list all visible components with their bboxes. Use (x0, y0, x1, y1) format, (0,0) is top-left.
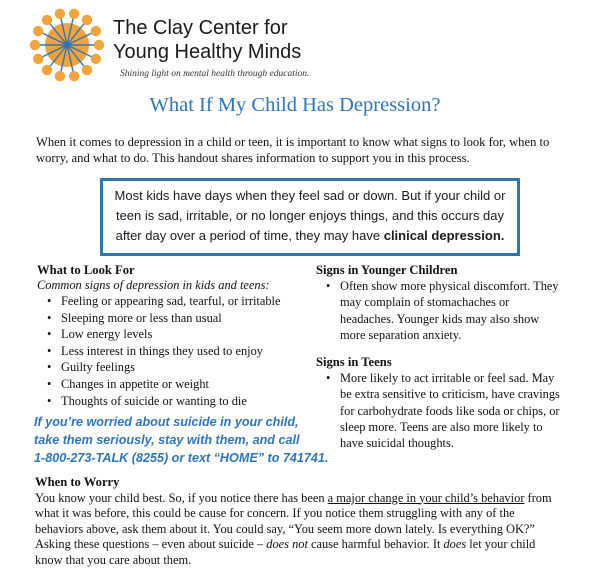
page-title: What If My Child Has Depression? (149, 94, 441, 116)
teens-heading: Signs in Teens (316, 355, 392, 370)
worry-text-1: You know your child best. So, if you notice there has been (35, 490, 328, 505)
when-to-worry-heading: When to Worry (35, 475, 120, 489)
intro-paragraph: When it comes to depression in a child or teen, it is important to know what signs to look for, when to worry, and what to do. This handout shares information to support you in this process. (36, 135, 550, 165)
hotline-line1: If you’re worried about suicide in your child, (34, 415, 299, 429)
worry-text-4: let your child know that you care about them. (35, 537, 536, 567)
callout-emphasis: clinical depression. (383, 228, 505, 243)
list-item: • Thoughts of suicide or wanting to die (37, 393, 297, 410)
younger-children-heading: Signs in Younger Children (316, 263, 458, 277)
signs-list (37, 293, 297, 409)
worry-italic-2: does (443, 537, 467, 552)
when-to-worry-paragraph (35, 491, 565, 569)
list-item: • Changes in appetite or weight (37, 376, 297, 393)
worry-text-3: cause harmful behavior. It (307, 537, 444, 552)
signs-by-age-section (316, 263, 566, 452)
list-item: • Low energy levels (37, 326, 297, 343)
worry-underlined: a major change in your child’s behavior (327, 490, 525, 505)
hotline-line2: take them seriously, stay with them, and call (34, 433, 300, 447)
callout-text: Most kids have days when they feel sad or down. But if your child or teen is sad, irritable, or no longer enjoys things, and this occurs day after day over a period of time, they may have (114, 188, 506, 243)
what-to-look-for-subheading: Common signs of depression in kids and teens: (37, 278, 270, 292)
list-item: • More likely to act irritable or feel sad. May be extra sensitive to criticism, have cravings for carbohydrate foods like soda or chips, or sleep more. Teens are also more likely to have suicidal thoughts. (316, 370, 566, 451)
list-item: • Sleeping more or less than usual (37, 310, 297, 327)
clinical-depression-callout (100, 178, 520, 256)
what-to-look-for-heading: What to Look For (37, 263, 135, 277)
worry-italic-1: does not (266, 537, 308, 552)
org-name-line1: The Clay Center for (113, 17, 288, 39)
what-to-look-for-section (37, 263, 297, 409)
worry-text-2: from what it was before, this could be cause for concern. If you notice them struggling with any of the behaviors above, ask them about it. You could say, “You seem more down lately. Is everything OK?” Asking these questions – even about suicide – (35, 490, 552, 552)
list-item: • Feeling or appearing sad, tearful, or irritable (37, 293, 297, 310)
list-item: • Guilty feelings (37, 359, 297, 376)
org-name-line2: Young Healthy Minds (113, 41, 302, 63)
sunburst-logo-icon (28, 6, 106, 84)
younger-children-list (316, 278, 566, 343)
org-name (113, 16, 301, 64)
hotline-line3: 1-800-273-TALK (8255) or text “HOME” to 741741. (34, 451, 329, 465)
list-item: • Less interest in things they used to enjoy (37, 343, 297, 360)
list-item: • Often show more physical discomfort. They may complain of stomachaches or headaches. Younger kids may also show more separation anxiety. (316, 278, 566, 343)
tagline: Shining light on mental health through education. (120, 69, 310, 79)
teens-list (316, 370, 566, 451)
when-to-worry-section (35, 475, 565, 569)
suicide-hotline-notice (34, 413, 334, 467)
